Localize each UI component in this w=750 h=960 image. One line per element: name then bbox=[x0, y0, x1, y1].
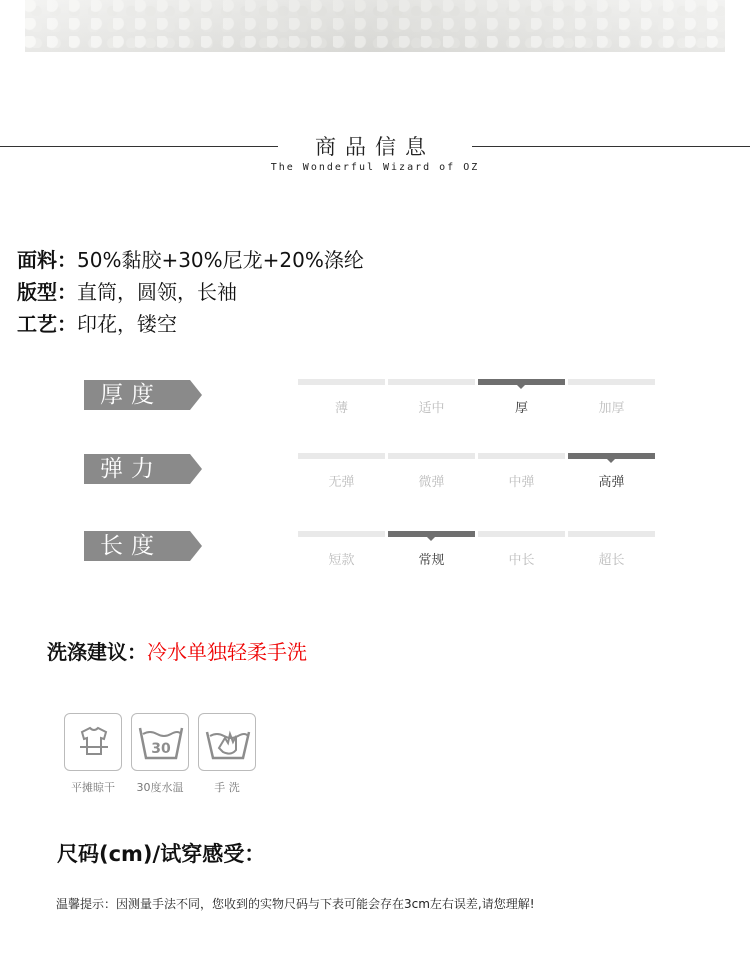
scale-segment-selected bbox=[478, 379, 565, 385]
section-subtitle: The Wonderful Wizard of OZ bbox=[270, 162, 480, 173]
spec-material bbox=[17, 248, 364, 272]
hand-wash-icon bbox=[198, 713, 256, 771]
scale-segment bbox=[298, 453, 385, 459]
scale-segment bbox=[478, 453, 565, 459]
scale-option: 薄 bbox=[334, 401, 348, 416]
icon-caption: 30度水温 bbox=[136, 781, 184, 794]
scale-segment bbox=[568, 379, 655, 385]
spec-key: 面料： bbox=[17, 248, 77, 272]
scale-option: 加厚 bbox=[598, 401, 625, 416]
scale-option: 高弹 bbox=[598, 475, 625, 490]
elasticity-badge: 弹力 bbox=[84, 454, 190, 484]
scale-option: 超长 bbox=[598, 553, 625, 568]
wash-label: 洗涤建议： bbox=[47, 640, 147, 664]
fabric-texture-image bbox=[25, 0, 725, 52]
length-badge: 长度 bbox=[84, 531, 190, 561]
scale-option: 中弹 bbox=[508, 475, 535, 490]
wash-advice bbox=[47, 636, 307, 665]
scale-option: 微弹 bbox=[418, 475, 445, 490]
spec-fit bbox=[17, 280, 237, 304]
flat-dry-icon bbox=[64, 713, 122, 771]
wash-30-icon bbox=[131, 713, 189, 771]
wash-value: 冷水单独轻柔手洗 bbox=[147, 640, 307, 664]
wash-temperature: 30 bbox=[151, 741, 171, 757]
scale-segment bbox=[388, 379, 475, 385]
scale-segment bbox=[298, 379, 385, 385]
section-title: 商品信息 bbox=[315, 135, 435, 159]
scale-option: 无弹 bbox=[328, 475, 355, 490]
spec-craft bbox=[17, 312, 177, 336]
scale-segment bbox=[388, 453, 475, 459]
icon-caption: 平摊晾干 bbox=[71, 781, 115, 794]
spec-value: 50%黏胶+30%尼龙+20%涤纶 bbox=[77, 248, 364, 272]
scale-segment bbox=[298, 531, 385, 537]
scale-option: 短款 bbox=[328, 553, 355, 568]
spec-value: 印花，镂空 bbox=[77, 312, 177, 336]
size-tip: 温馨提示：因测量手法不同，您收到的实物尺码与下表可能会存在3cm左右误差,请您理解! bbox=[56, 897, 535, 911]
size-title: 尺码(cm)/试穿感受： bbox=[57, 842, 266, 866]
thickness-badge: 厚度 bbox=[84, 380, 190, 410]
scale-segment-selected bbox=[388, 531, 475, 537]
icon-caption: 手 洗 bbox=[214, 781, 240, 794]
scale-option: 厚 bbox=[514, 401, 528, 416]
scale-option: 常规 bbox=[418, 553, 445, 568]
spec-key: 版型： bbox=[17, 280, 77, 304]
scale-segment bbox=[478, 531, 565, 537]
scale-option: 适中 bbox=[418, 401, 445, 416]
scale-option: 中长 bbox=[508, 553, 535, 568]
scale-segment-selected bbox=[568, 453, 655, 459]
spec-value: 直筒，圆领，长袖 bbox=[77, 280, 237, 304]
scale-segment bbox=[568, 531, 655, 537]
spec-key: 工艺： bbox=[17, 312, 77, 336]
